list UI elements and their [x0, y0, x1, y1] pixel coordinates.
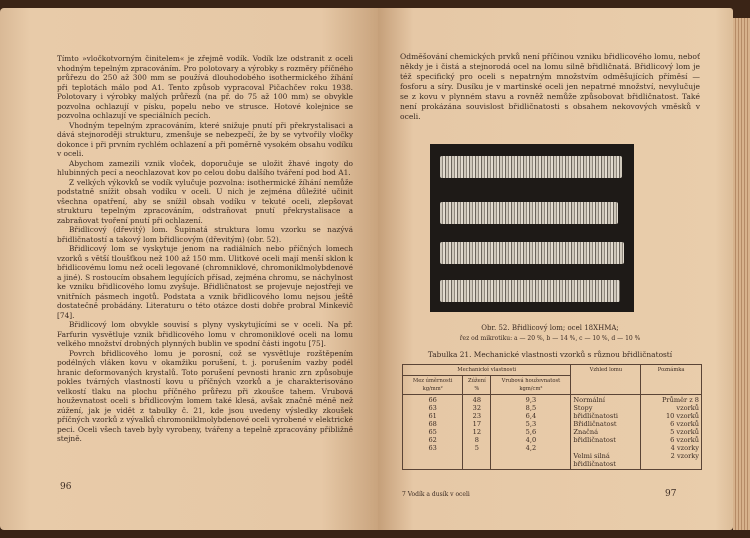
cell: 12 [472, 428, 482, 436]
right-page-intro: Odměšování chemických prvků není příčinou vzniku břidlicového lomu, neboť někdy je i čistá a stejnorodá ocel na lomu silně břidličnatá. Břidlicový lom je též specifický pro oceli s nepatrným množstvím odměšujících příměsí — fosforu a síry. Dusíku je v martinské oceli jen nepatrné množství, nevylučuje se z kovu v plynném stavu a rovněž nemůže způsobovat břidličnatost. Také není prokázána souvislost břidličnatosti s obsahem nekovových vměsků v oceli. [400, 52, 700, 121]
fracture-photo [430, 144, 634, 312]
cell: 17 [472, 420, 482, 428]
fracture-sample-c [440, 242, 624, 264]
reduction-column [463, 395, 491, 470]
paragraph: Tímto »vločkotvorným činitelem« je zřejmě vodík. Vodík lze odstranit z oceli vhodným tepelným zpracováním. Pro polotovary a výrobky s rozměry příčného průřezu do 250 až 300 mm se používá dlouhodobého isothermického žíhání při teplotách málo pod A1. Tento způsob vypracoval Pičachčev roku 1938. Polotovary i výrobky malých průřezů (na př. do 75 až 100 mm) se obvykle pozvolna ochlazují v písku, popelu nebo ve strusce. Hotové kolejnice se pozvolna ochlazují ve speciálních pecích. [57, 54, 353, 120]
cell: 66 [428, 396, 437, 404]
paragraph: Z velkých výkovků se vodík vylučuje pozvolna: isothermické žíhání nemůže podstatně snížit obsah vodíku v oceli. U nich je zejména důležité učinit všechna opatření, aby se snížil obsah vodíku v tekuté oceli, zlepšovat strukturu tepelným zpracováním, odstraňovat pnutí překrystalisace a zabraňovat tvoření pnutí při ochlazení. [57, 177, 353, 225]
page-number-left: 96 [60, 482, 72, 492]
paragraph: Abychom zamezili vznik vloček, doporučuje se uložit žhavé ingoty do hlubinných pecí a neochlazovat kov po celou dobu dalšího tváření pod bod A1. [57, 158, 353, 177]
header-reduction: Zúžení % [463, 376, 491, 395]
cell: 32 [472, 404, 482, 412]
cell: 8 [474, 436, 479, 444]
impact-column [491, 395, 571, 470]
cell: 5,3 [525, 420, 537, 428]
cell: 9,3 [525, 396, 537, 404]
notes: Průměr z 8 vzorků 10 vzorků 6 vzorků 5 vzorků 6 vzorků 4 vzorky 2 vzorky [641, 395, 702, 470]
cell: 6,4 [525, 412, 537, 420]
header-note: Poznámka [641, 365, 702, 395]
cell: 61 [428, 412, 437, 420]
paragraph: Břidlicový lom se vyskytuje jenom na radiálních nebo příčných lomech vzorků s větší tloušťkou než 100 až 150 mm. Ulitkové oceli mají menší sklon k břidlicovému lomu než oceli legované (chromniklové, chromoniklmolybdenové a jiné). S rostoucím obsahem legujících přísad, zejména chromu, se náchylnost ke vzniku břidlicového lomu zvyšuje. Břidličnatost se projevuje nejostřeji ve vnitřních pásmech ingotů. Podstata a vznik břidlicového lomu nejsou ještě dostatečně probádány. Literaturu o této otázce dosti dobře probral Minkevič [74]. [57, 244, 354, 320]
cell: 4,2 [525, 444, 537, 452]
paragraph: Břidlicový lom obvykle souvisí s plyny vyskytujícími se v oceli. Na př. Farfurin vysvětluje vznik břidlicového lomu v chromoniklové oceli na lomu velkého množství drobných plynných bublin ve spodní části ingotu [75]. [57, 320, 353, 348]
cell: 65 [428, 428, 437, 436]
cell: 62 [428, 436, 437, 444]
left-page [0, 8, 378, 530]
left-page-text [57, 54, 353, 444]
fracture-sample-a [440, 156, 622, 178]
header-fracture: Vzhled lomu [571, 365, 641, 395]
table-title: Tabulka 21. Mechanické vlastnosti vzorků s různou břidličnatostí [427, 350, 673, 359]
cell: 63 [428, 444, 437, 452]
fracture-sample-d [440, 280, 620, 302]
paragraph: Břidlicový (dřevitý) lom. Šupinatá struktura lomu vzorku se nazývá břidličnatostí a takový lom břidlicovým (dřevitým) (obr. 52). [57, 225, 353, 244]
cell: 4,0 [525, 436, 537, 444]
cell: 5 [474, 444, 479, 452]
cell: 68 [428, 420, 437, 428]
cell: 63 [428, 404, 437, 412]
paragraph: Vhodným tepelným zpracováním, které snižuje pnutí při překrystalisaci a dává stejnoroději strukturu, zmenšuje se nebezpečí, že by se vytvořily vločky dokonce i při prvním rychlém ochlazení a při poměrně vysokém obsahu vodíku v oceli. [57, 120, 353, 158]
fracture-appearance: Normální Stopy břidličnatosti Břidličnatost Značná břidličnatost Velmi silná břidličnatost [571, 395, 641, 470]
header-yield: Mez úměrnosti kg/mm² [403, 376, 463, 395]
right-page [378, 8, 733, 530]
footer-note: 7 Vodík a dusík v oceli [402, 491, 470, 498]
group-header: Mechanické vlastnosti [403, 365, 571, 376]
cell: 5,6 [525, 428, 537, 436]
cell: 8,5 [525, 404, 537, 412]
figure-subcaption: řez od mikrotiku: a — 20 %, b — 14 %, c — 10 %, d — 10 % [459, 335, 641, 342]
cell: 23 [472, 412, 482, 420]
fracture-sample-b [440, 202, 618, 224]
yield-column [403, 395, 463, 470]
properties-table [402, 364, 702, 470]
table-header-row [403, 365, 702, 376]
figure-caption: Obr. 52. Břidlicový lom; ocel 18XHMA; [481, 324, 619, 332]
table-row [403, 395, 702, 470]
cell: 48 [472, 396, 482, 404]
paragraph: Povrch břidlicového lomu je porosní, což se vysvětluje rozštěpením podélných vláken kovu v okamžiku porušení, t. j. porušením vazby podél hranic deformovaných krystalů. Toto porušení pevnosti hranic zrn způsobuje pokles tvárných vlastností kovu u příčných vzorků a je charakterisováno velkostí tlaku na plochu příčného průřezu při zkoušce tahem. Vrubová houževnatost oceli s břidlicovým lomem také klesá, avšak značně méně než zúžení, jak je vidět z tabulky č. 21, kde jsou uvedeny výsledky zkoušek příčných vzorků z vývalků chromoniklmolybdenové oceli vyrobené v elektrické peci. Oceli všech taveb byly vyrobeny, tvářeny a tepelně zpracovány přibližně stejně. [57, 348, 353, 443]
page-number-right: 97 [665, 489, 677, 499]
page-edges [733, 18, 750, 530]
header-impact: Vrubová houževnatost kgm/cm² [491, 376, 571, 395]
